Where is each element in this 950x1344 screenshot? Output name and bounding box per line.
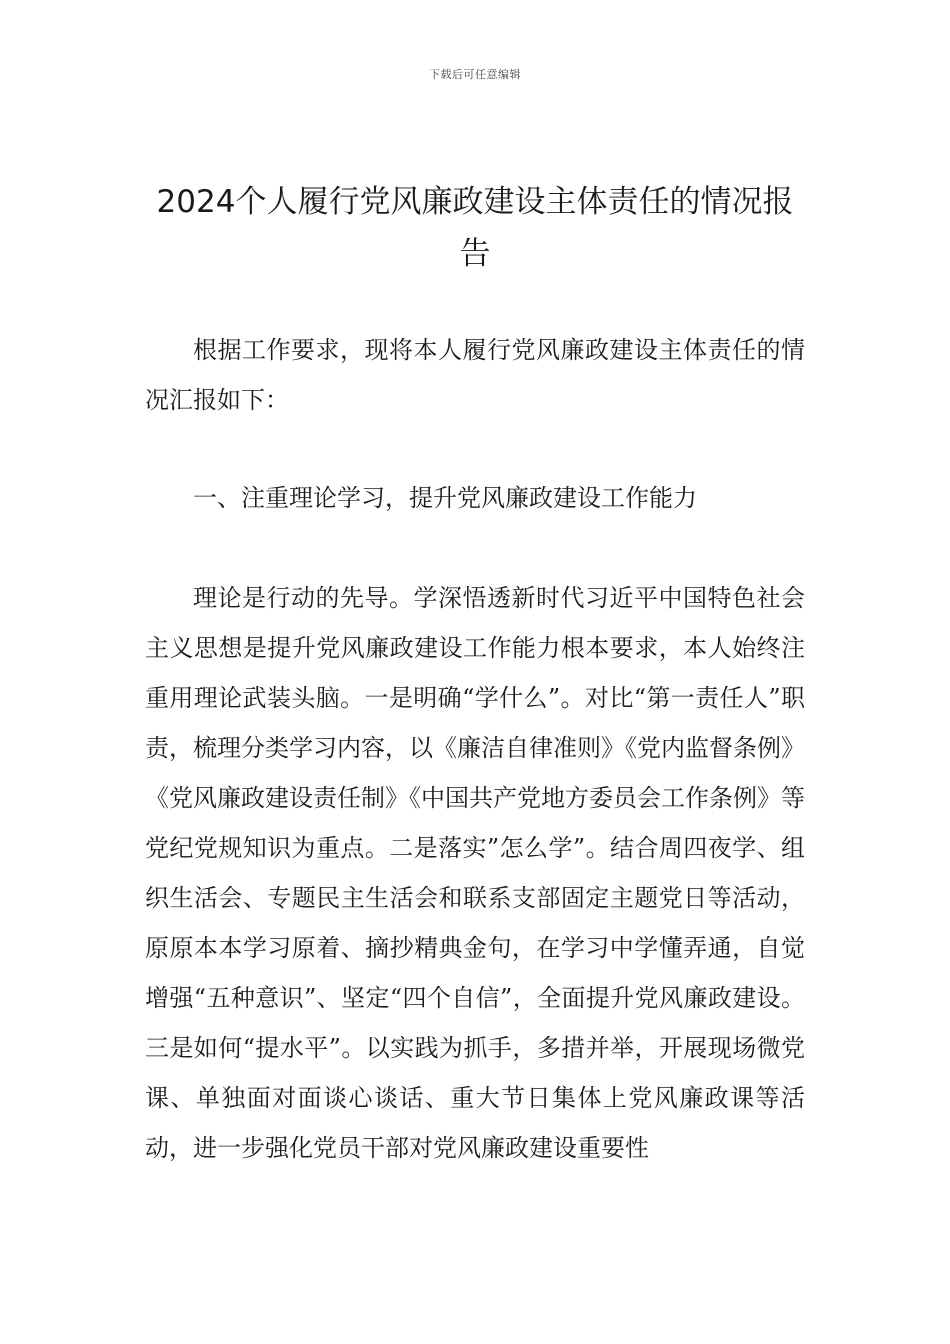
body-paragraph: 理论是行动的先导。学深悟透新时代习近平中国特色社会主义思想是提升党风廉政建设工作能力根本要求，本人始终注重用理论武装头脑。一是明确“学什么”。对比“第一责任人”职责，梳理分类学习内容，以《廉洁自律准则》《党内监督条例》《党风廉政建设责任制》《中国共产党地方委员会工作条例》等党纪党规知识为重点。二是落实”怎么学”。结合周四夜学、组织生活会、专题民主生活会和联系支部固定主题党日等活动，原原本本学习原着、摘抄精典金句，在学习中学懂弄通，自觉增强“五种意识”、坚定“四个自信”，全面提升党风廉政建设。三是如何“提水平”。以实践为抓手，多措并举，开展现场微党课、单独面对面谈心谈话、重大节日集体上党风廉政课等活动，进一步强化党员干部对党风廉政建设重要性: [145, 584, 805, 1162]
document-title: 2024个人履行党风廉政建设主体责任的情况报告: [156, 184, 794, 272]
intro-paragraph: 根据工作要求，现将本人履行党风廉政建设主体责任的情况汇报如下：: [145, 336, 805, 414]
section-heading: 一、注重理论学习，提升党风廉政建设工作能力: [193, 484, 697, 512]
header-note: 下载后可任意编辑: [429, 68, 521, 81]
